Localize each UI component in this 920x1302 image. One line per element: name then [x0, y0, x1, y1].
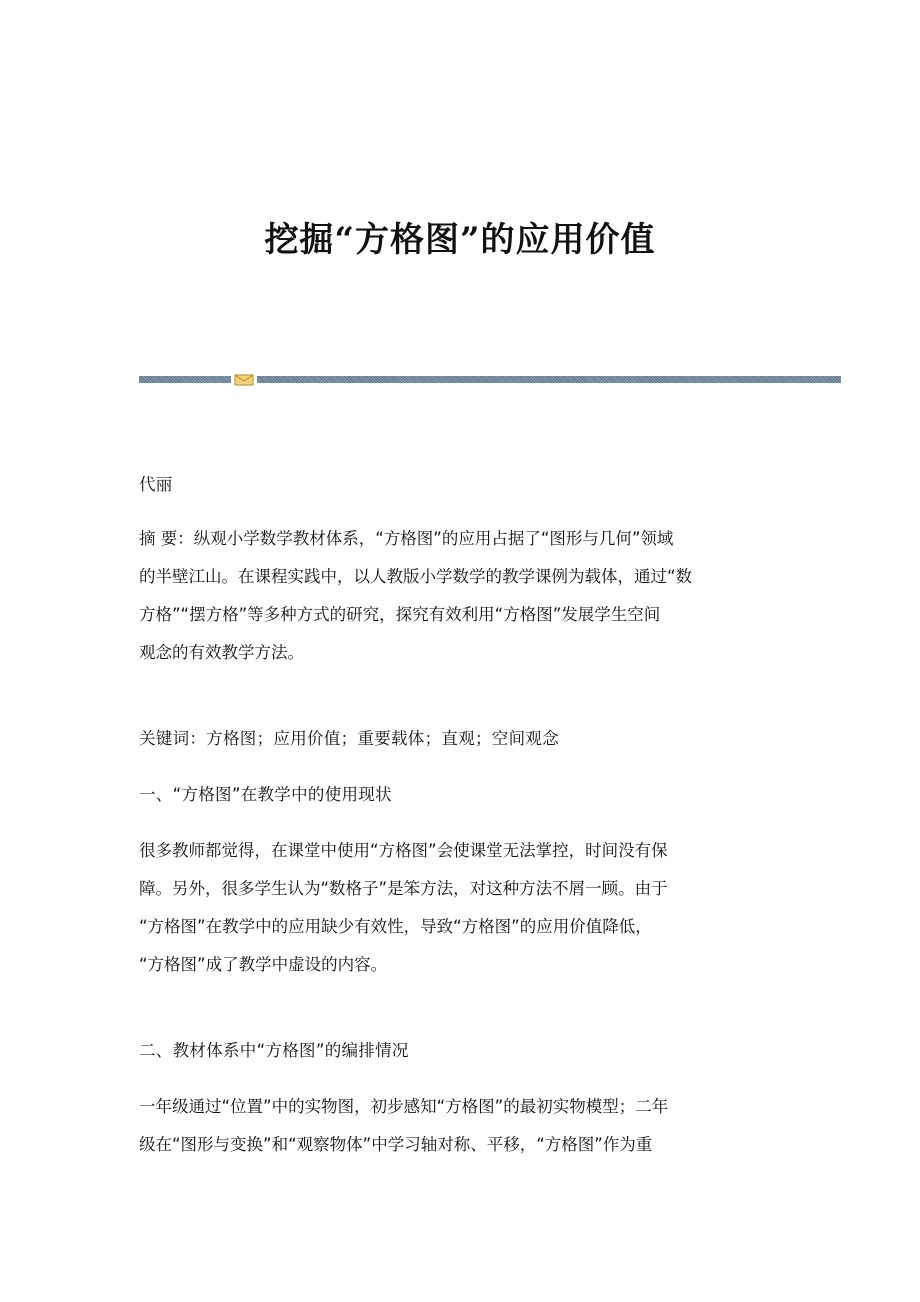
- abstract-line: 方格”“摆方格”等多种方式的研究，探究有效利用“方格图”发展学生空间: [139, 605, 661, 624]
- section1-line: 很多教师都觉得，在课堂中使用“方格图”会使课堂无法掌控，时间没有保: [139, 841, 668, 860]
- abstract-line: 的半壁江山。在课程实践中，以人教版小学数学的教学课例为载体，通过“数: [139, 567, 693, 586]
- author: 代丽: [139, 475, 173, 494]
- section2-line: 级在“图形与变换”和“观察物体”中学习轴对称、平移，“方格图”作为重: [139, 1135, 653, 1154]
- divider-bar-left: [139, 376, 231, 383]
- section2-line: 一年级通过“位置”中的实物图，初步感知“方格图”的最初实物模型；二年: [139, 1097, 669, 1116]
- abstract: [139, 520, 779, 672]
- section2-body: [139, 1088, 779, 1164]
- section2-heading: 二、教材体系中“方格图”的编排情况: [139, 1041, 409, 1060]
- abstract-line: 观念的有效教学方法。: [139, 643, 304, 662]
- abstract-line: 摘 要：纵观小学数学教材体系，“方格图”的应用占据了“图形与几何”领域: [139, 529, 674, 548]
- divider-bar-right: [257, 376, 841, 383]
- section1-body: [139, 832, 779, 984]
- section1-line: “方格图”成了教学中虚设的内容。: [139, 955, 388, 974]
- section1-line: 障。另外，很多学生认为“数格子”是笨方法，对这种方法不屑一顾。由于: [139, 879, 668, 898]
- document-title: 挖掘“方格图”的应用价值: [264, 220, 656, 260]
- envelope-icon: [234, 374, 254, 386]
- section1-line: “方格图”在教学中的应用缺少有效性，导致“方格图”的应用价值降低，: [139, 917, 652, 936]
- title-divider: [139, 374, 841, 386]
- keywords: 关键词：方格图；应用价值；重要载体；直观；空间观念: [139, 729, 559, 748]
- section1-heading: 一、“方格图”在教学中的使用现状: [139, 785, 392, 804]
